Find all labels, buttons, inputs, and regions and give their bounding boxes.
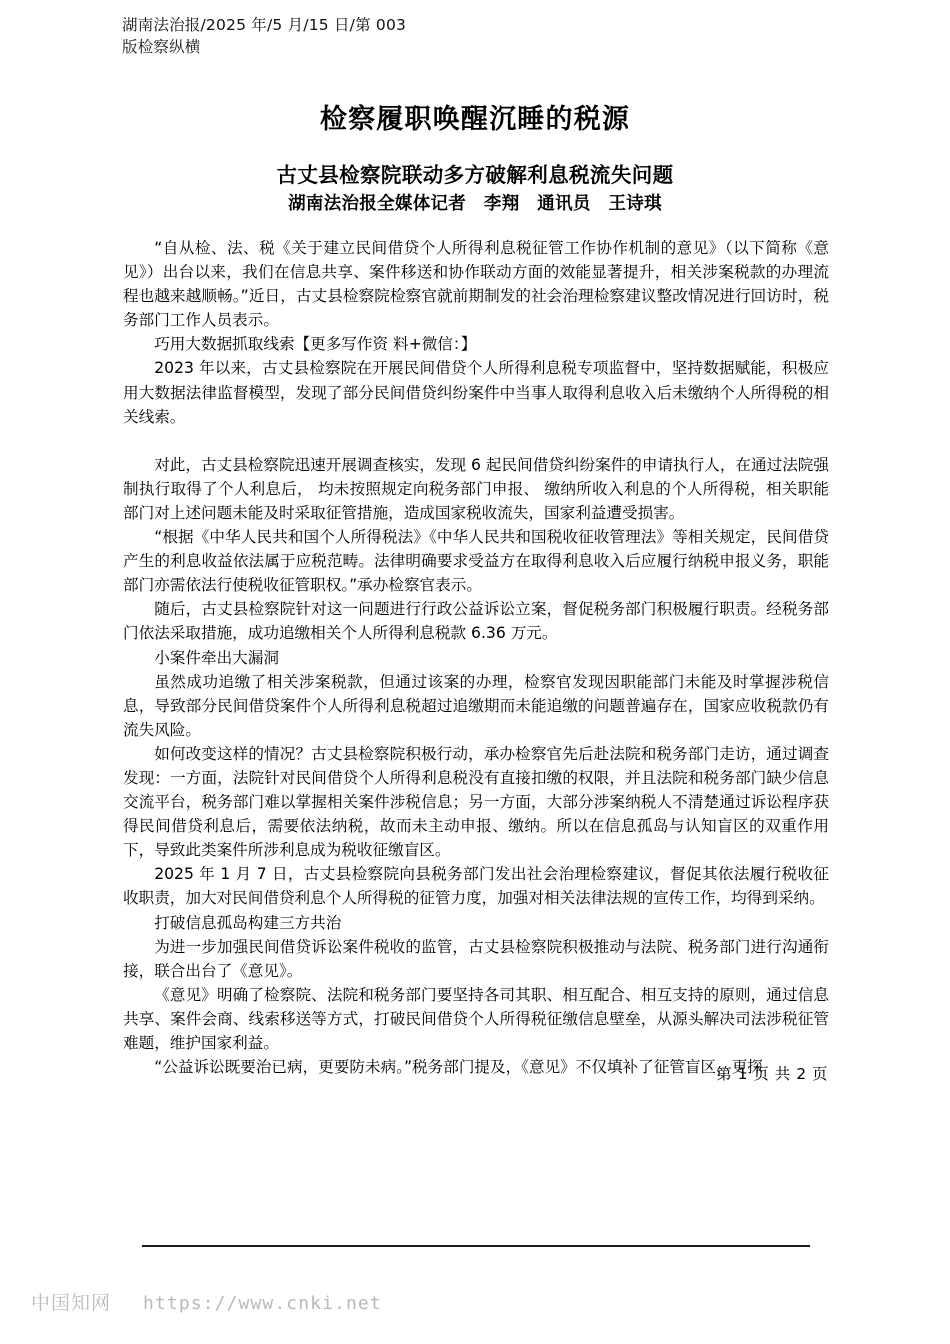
cnki-site-name: 中国知网	[31, 1292, 112, 1314]
article-body	[123, 236, 829, 1079]
article-paragraph: 2025 年 1 月 7 日，古丈县检察院向县税务部门发出社会治理检察建议，督促其依法履行税收征收职责，加大对民间借贷利息个人所得税的征管力度，加强对相关法律法规的宣传工作，均得到采纳。	[123, 865, 829, 908]
masthead-line-2: 版检察纵横	[122, 38, 201, 56]
article-paragraph: 《意见》明确了检察院、法院和税务部门要坚持各司其职、相互配合、相互支持的原则，通过信息共享、案件会商、线索移送等方式，打破民间借贷个人所得税征缴信息壁垒，从源头解决司法涉税征管难题，维护国家利益。	[123, 985, 829, 1052]
article-paragraph: “根据《中华人民共和国个人所得税法》《中华人民共和国税收征收管理法》等相关规定，民间借贷产生的利息收益依法属于应税范畴。法律明确要求受益方在取得利息收入后应履行纳税申报义务，职能部门亦需依法行使税收征管职权。”承办检察官表示。	[123, 528, 829, 595]
page-number: 第 1 页 共 2 页	[716, 1065, 828, 1083]
cnki-watermark	[31, 1288, 382, 1315]
article-paragraph: “自从检、法、税《关于建立民间借贷个人所得利息税征管工作协作机制的意见》（以下简称《意见》）出台以来，我们在信息共享、案件移送和协作联动方面的效能显著提升，相关涉案税款的办理流程也越来越顺畅。”近日，古丈县检察院检察官就前期制发的社会治理检察建议整改情况进行回访时，税务部门工作人员表示。	[123, 239, 829, 330]
article-paragraph: 2023 年以来，古丈县检察院在开展民间借贷个人所得利息税专项监督中，坚持数据赋能，积极应用大数据法律监督模型，发现了部分民间借贷纠纷案件中当事人取得利息收入后未缴纳个人所得税的相关线索。	[123, 359, 829, 426]
article-subheading-small-case: 小案件牵出大漏洞	[154, 648, 279, 667]
masthead	[122, 14, 622, 58]
article-subheading-data-lead: 巧用大数据抓取线索【更多写作资 料+微信：】	[154, 335, 477, 354]
article-paragraph: 随后，古丈县检察院针对这一问题进行行政公益诉讼立案，督促税务部门积极履行职责。经税务部门依法采取措施，成功追缴相关个人所得利息税款 6.36 万元。	[123, 600, 829, 643]
article-title: 检察履职唤醒沉睡的税源	[319, 104, 631, 136]
article-byline: 湖南法治报全媒体记者 李翔 通讯员 王诗琪	[288, 194, 662, 214]
article-paragraph: 对此，古丈县检察院迅速开展调查核实，发现 6 起民间借贷纠纷案件的申请执行人，在通过法院强制执行取得了个人利息后， 均未按照规定向税务部门申报、 缴纳所收入利息的个人所得税，相关职能部门对上述问题未能及时采取征管措施，造成国家税收流失，国家利益遭受损害。	[123, 455, 829, 522]
masthead-line-1: 湖南法治报/2025 年/5 月/15 日/第 003	[122, 16, 407, 34]
article-paragraph: 虽然成功追缴了相关涉案税款，但通过该案的办理，检察官发现因职能部门未能及时掌握涉税信息，导致部分民间借贷案件个人所得利息税超过追缴期而未能追缴的问题普遍存在，国家应收税款仍有流失风险。	[123, 672, 829, 739]
article-subtitle: 古丈县检察院联动多方破解利息税流失问题	[276, 163, 674, 187]
article-paragraph: “公益诉讼既要治已病，更要防未病。”税务部门提及，《意见》不仅填补了征管盲区，更探	[154, 1058, 763, 1077]
article-paragraph: 如何改变这样的情况？古丈县检察院积极行动，承办检察官先后赴法院和税务部门走访，通过调查发现：一方面，法院针对民间借贷个人所得利息税没有直接扣缴的权限，并且法院和税务部门缺少信息交流平台，税务部门难以掌握相关案件涉税信息；另一方面，大部分涉案纳税人不清楚通过诉讼程序获得民间借贷利息后，需要依法纳税，故而未主动申报、缴纳。所以在信息孤岛与认知盲区的双重作用下，导致此类案件所涉利息成为税收征缴盲区。	[123, 744, 829, 860]
article-paragraph: 为进一步加强民间借贷诉讼案件税收的监管，古丈县检察院积极推动与法院、税务部门进行沟通衔接，联合出台了《意见》。	[123, 937, 829, 980]
cnki-url: https://www.cnki.net	[143, 1293, 382, 1314]
article-subheading-three-party: 打破信息孤岛构建三方共治	[154, 913, 342, 932]
footer-divider	[142, 1245, 810, 1247]
